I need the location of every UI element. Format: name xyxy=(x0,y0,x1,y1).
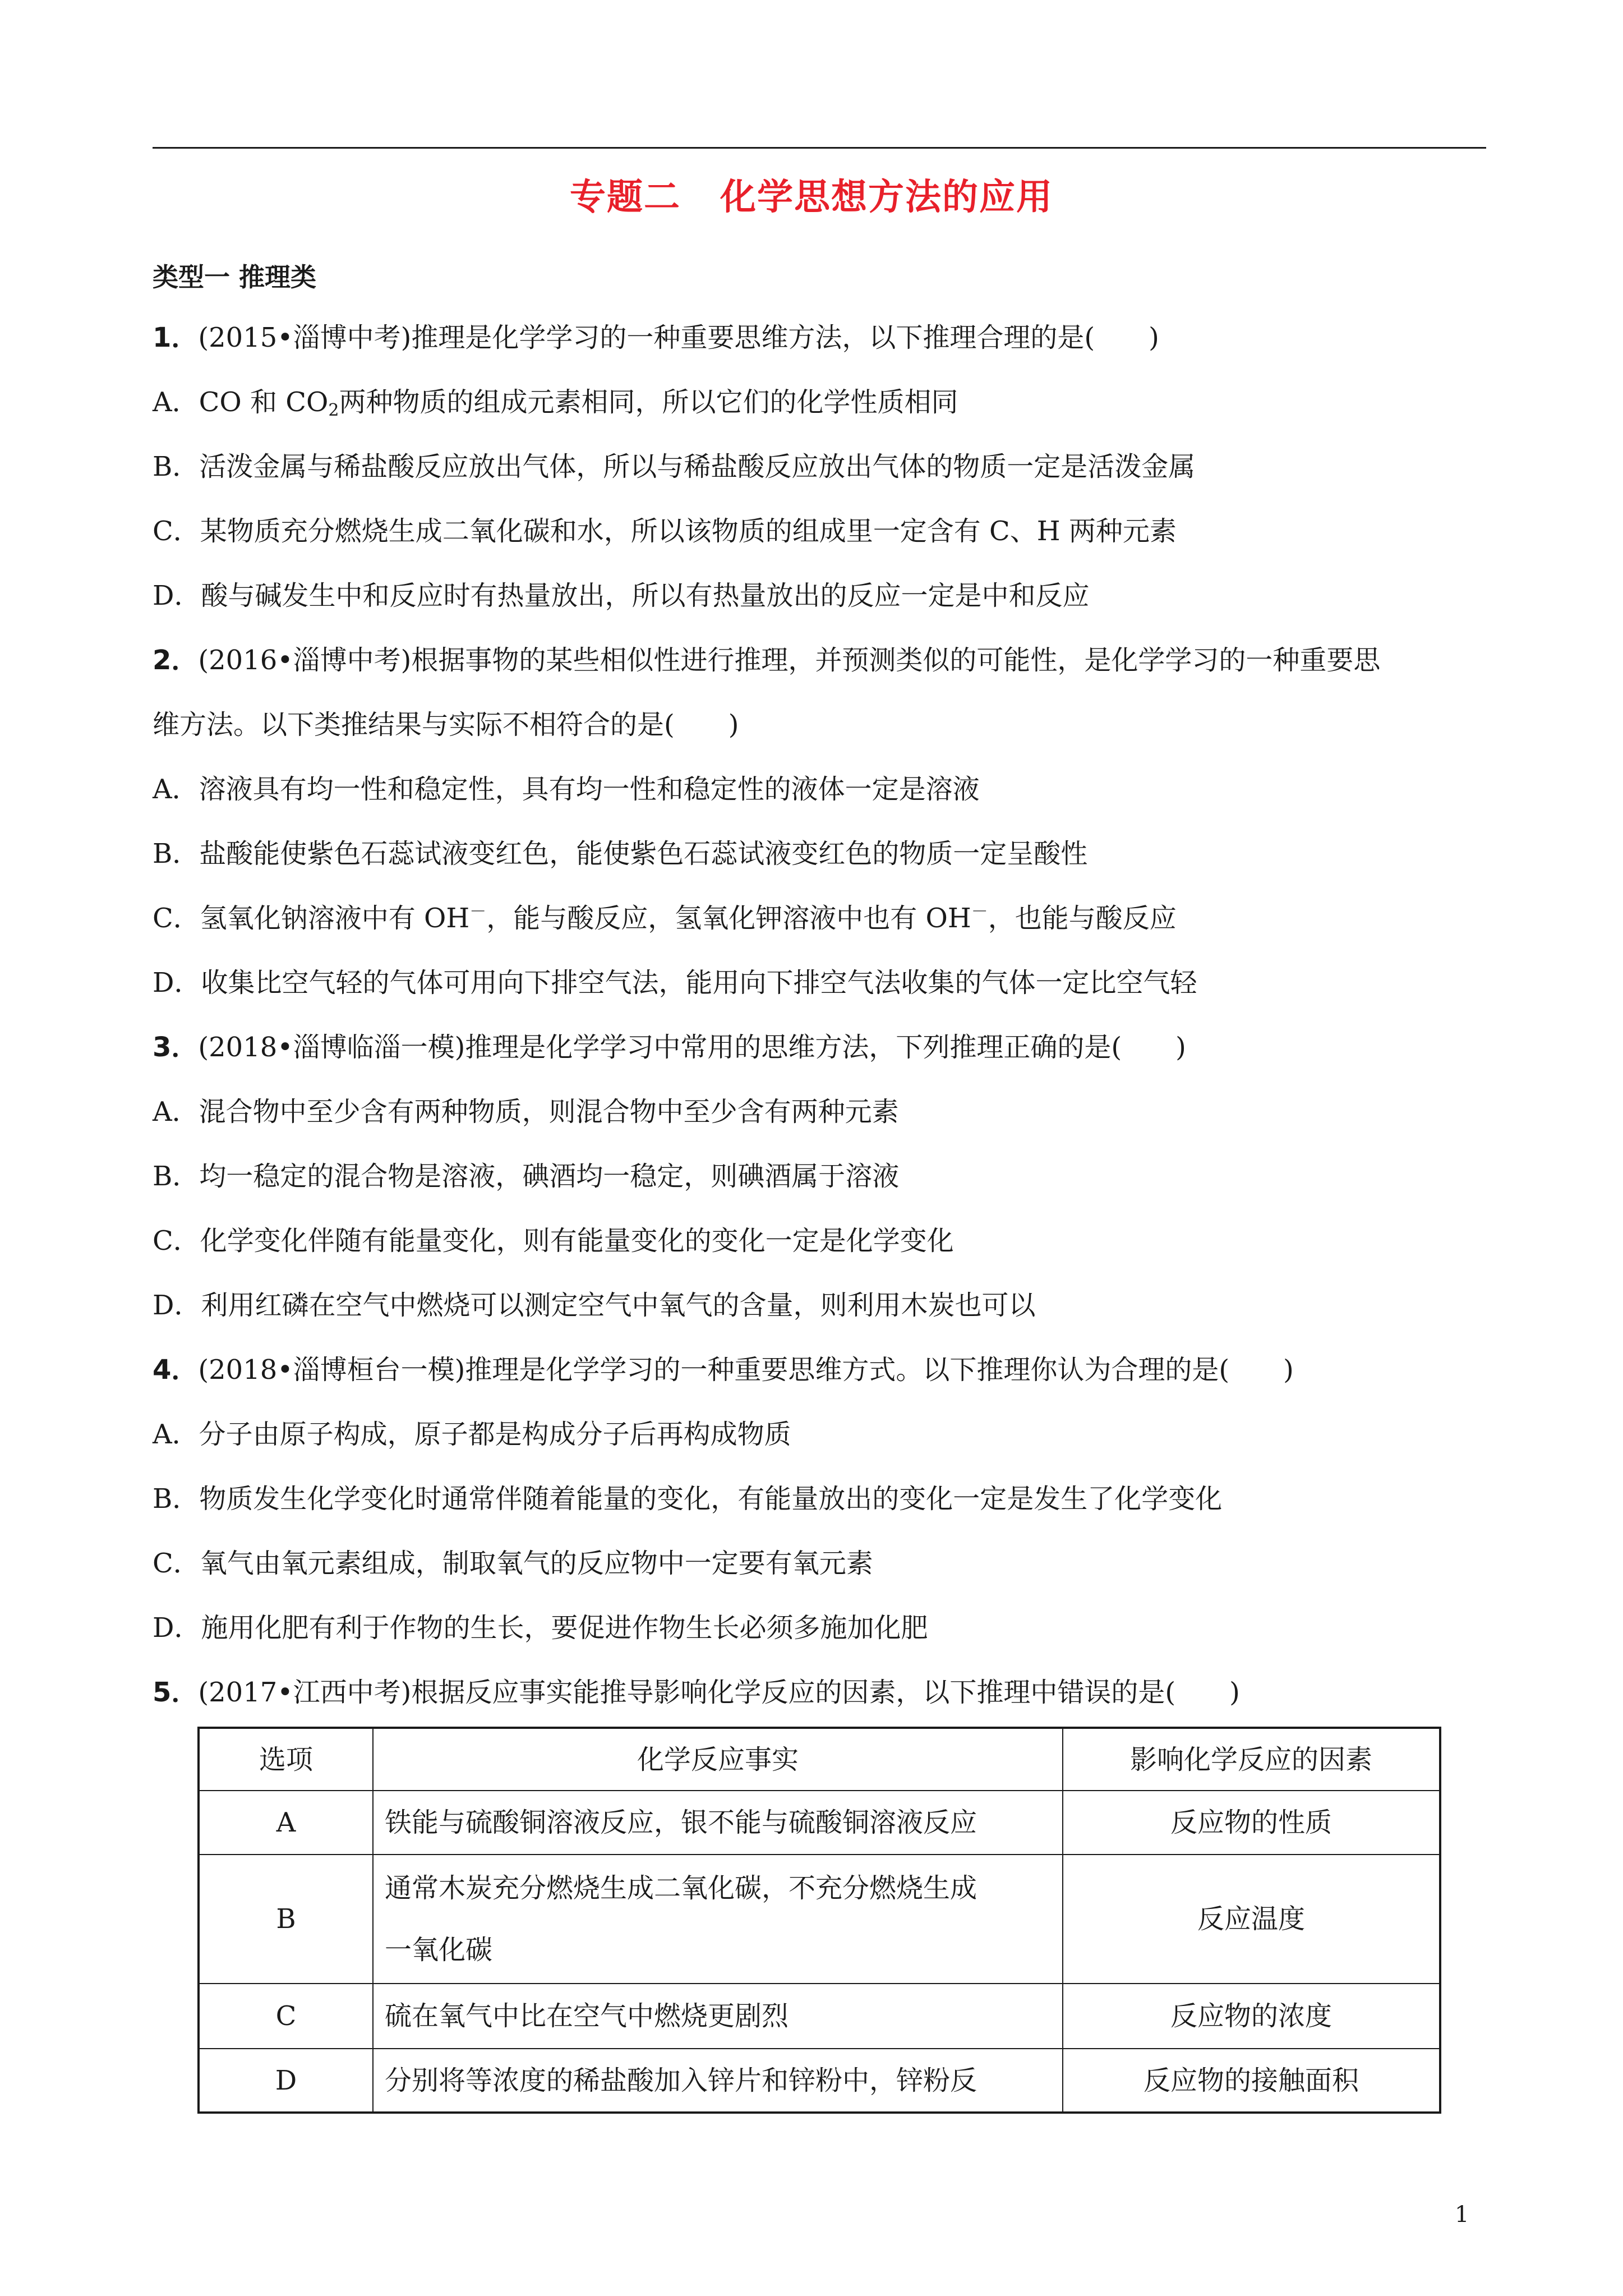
section-heading: 类型一 推理类 xyxy=(153,262,317,292)
table-cell-option: C xyxy=(199,1984,373,2049)
question-1-number: 1． xyxy=(153,322,199,353)
question-5-stem: 5．(2017•江西中考)根据反应事实能推导影响化学反应的因素，以下推理中错误的是( ) xyxy=(153,1677,1240,1708)
page-title xyxy=(0,168,1623,220)
question-3-stem: 3．(2018•淄博临淄一模)推理是化学学习中常用的思维方法，下列推理正确的是( ) xyxy=(153,1032,1186,1063)
table-row xyxy=(199,2049,1440,2113)
question-2-stem-line1: 2．(2016•淄博中考)根据事物的某些相似性进行推理，并预测类似的可能性，是化学学习的一种重要思 xyxy=(153,645,1381,676)
question-2-option-d: D．收集比空气轻的气体可用向下排空气法，能用向下排空气法收集的气体一定比空气轻 xyxy=(153,967,1197,999)
question-4-option-a: A．分子由原子构成，原子都是构成分子后再构成物质 xyxy=(153,1419,791,1450)
reaction-factors-table xyxy=(197,1727,1441,2114)
table-header-factor: 影响化学反应的因素 xyxy=(1063,1728,1440,1791)
table-header-option: 选项 xyxy=(199,1728,373,1791)
page-number: 1 xyxy=(1455,2202,1469,2228)
question-1-option-d: D．酸与碱发生中和反应时有热量放出，所以有热量放出的反应一定是中和反应 xyxy=(153,580,1090,611)
table-cell-fact: 硫在氧气中比在空气中燃烧更剧烈 xyxy=(373,1984,1063,2049)
table-cell-factor: 反应物的性质 xyxy=(1063,1791,1440,1855)
table-cell-option: D xyxy=(199,2049,373,2113)
question-4-number: 4． xyxy=(153,1354,199,1386)
question-1-stem: 1．(2015•淄博中考)推理是化学学习的一种重要思维方法，以下推理合理的是( ) xyxy=(153,322,1159,353)
page-title-part2: 化学思想方法的应用 xyxy=(720,177,1053,218)
question-3-option-a: A．混合物中至少含有两种物质，则混合物中至少含有两种元素 xyxy=(153,1096,899,1128)
question-2-stem-line2: 维方法。以下类推结果与实际不相符合的是( ) xyxy=(153,709,739,740)
table-header-fact: 化学反应事实 xyxy=(373,1728,1063,1791)
header-rule xyxy=(153,147,1486,149)
question-5-number: 5． xyxy=(153,1677,199,1708)
table-cell-fact: 分别将等浓度的稀盐酸加入锌片和锌粉中，锌粉反 xyxy=(373,2049,1063,2113)
question-1-option-c: C．某物质充分燃烧生成二氧化碳和水，所以该物质的组成里一定含有 C、H 两种元素 xyxy=(153,516,1177,547)
question-4-option-d: D．施用化肥有利于作物的生长，要促进作物生长必须多施加化肥 xyxy=(153,1612,928,1644)
table-cell-fact: 铁能与硫酸铜溶液反应，银不能与硫酸铜溶液反应 xyxy=(373,1791,1063,1855)
question-2-option-a: A．溶液具有均一性和稳定性，具有均一性和稳定性的液体一定是溶液 xyxy=(153,774,980,805)
table-cell-fact: 通常木炭充分燃烧生成二氧化碳，不充分燃烧生成 一氧化碳 xyxy=(373,1855,1063,1984)
question-3-number: 3． xyxy=(153,1032,199,1063)
question-3-option-b: B．均一稳定的混合物是溶液，碘酒均一稳定，则碘酒属于溶液 xyxy=(153,1161,900,1192)
question-2-option-b: B．盐酸能使紫色石蕊试液变红色，能使紫色石蕊试液变红色的物质一定呈酸性 xyxy=(153,838,1088,869)
table-cell-factor: 反应物的浓度 xyxy=(1063,1984,1440,2049)
table-cell-factor: 反应物的接触面积 xyxy=(1063,2049,1440,2113)
question-2-number: 2． xyxy=(153,645,199,676)
table-cell-option: B xyxy=(199,1855,373,1984)
table-cell-factor: 反应温度 xyxy=(1063,1855,1440,1984)
question-4-stem: 4．(2018•淄博桓台一模)推理是化学学习的一种重要思维方式。以下推理你认为合理的是( ) xyxy=(153,1354,1294,1386)
table-cell-option: A xyxy=(199,1791,373,1855)
question-4-option-b: B．物质发生化学变化时通常伴随着能量的变化，有能量放出的变化一定是发生了化学变化 xyxy=(153,1483,1223,1515)
question-1-option-b: B．活泼金属与稀盐酸反应放出气体，所以与稀盐酸反应放出气体的物质一定是活泼金属 xyxy=(153,451,1196,482)
question-3-option-c: C．化学变化伴随有能量变化，则有能量变化的变化一定是化学变化 xyxy=(153,1225,954,1257)
table-header-row xyxy=(199,1728,1440,1791)
question-4-option-c: C．氧气由氧元素组成，制取氧气的反应物中一定要有氧元素 xyxy=(153,1548,873,1579)
question-1-text: (2015•淄博中考)推理是化学学习的一种重要思维方法，以下推理合理的是( xyxy=(198,322,1095,353)
table-row xyxy=(199,1984,1440,2049)
table-row xyxy=(199,1855,1440,1984)
question-3-option-d: D．利用红磷在空气中燃烧可以测定空气中氧气的含量，则利用木炭也可以 xyxy=(153,1290,1036,1321)
question-1-option-a: A．CO 和 $CO_2$两种物质的组成元素相同，所以它们的化学性质相同 xyxy=(153,386,958,420)
page-title-part1: 专题二 xyxy=(570,177,681,218)
table-row xyxy=(199,1791,1440,1855)
question-2-option-c: C．氢氧化钠溶液中有 OH－，能与酸反应，氢氧化钾溶液中也有 OH－，也能与酸反应 xyxy=(153,902,1177,934)
